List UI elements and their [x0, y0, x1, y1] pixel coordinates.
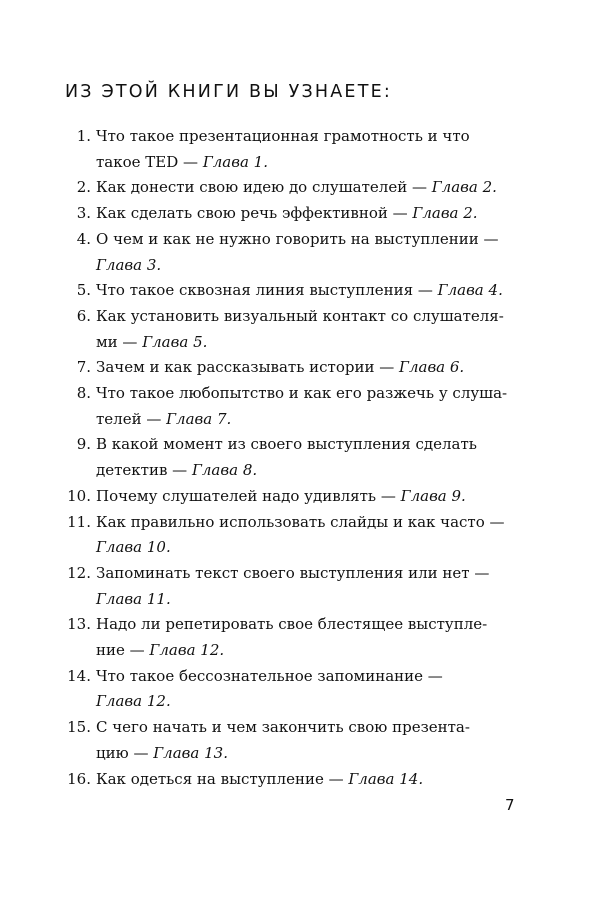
list-item-1 [65, 124, 535, 175]
chapter-ref: Глава 5. [142, 332, 208, 351]
chapter-ref: Глава 7. [166, 409, 232, 428]
item-number: 3. [76, 204, 91, 223]
item-text: Как одеться на выступление — [96, 769, 349, 788]
item-text: Как донести свою идею до слушателей — [96, 178, 432, 197]
item-text: Что такое любопытство и как его разжечь у слуша- [96, 384, 508, 403]
item-text-cont: ние — [96, 641, 150, 660]
item-number: 10. [67, 486, 91, 505]
item-number: 2. [76, 178, 91, 197]
item-number: 14. [67, 666, 91, 685]
chapter-ref: Глава 14. [348, 769, 424, 788]
chapter-ref: Глава 8. [191, 461, 258, 480]
item-number: 9. [76, 435, 91, 454]
contents-list [65, 124, 535, 792]
item-text: В какой момент из своего выступления сделать [96, 435, 477, 454]
item-number: 11. [67, 512, 91, 531]
item-text-cont: такое TED — [96, 152, 203, 171]
page-heading: ИЗ ЭТОЙ КНИГИ ВЫ УЗНАЕТЕ: [65, 82, 392, 102]
item-number: 8. [76, 384, 91, 403]
chapter-ref: Глава 2. [412, 204, 478, 223]
item-text-cont: ми — [96, 332, 143, 351]
item-text-cont: цию — [96, 743, 154, 762]
item-text: С чего начать и чем закончить свою презента- [96, 718, 470, 737]
chapter-ref: Глава 12. [149, 641, 225, 660]
list-item-16 [65, 767, 535, 793]
item-text: Как правильно использовать слайды и как часто — [96, 512, 505, 531]
item-text: Как сделать свою речь эффективной — [96, 204, 413, 223]
list-item-6 [65, 304, 535, 355]
item-number: 5. [76, 281, 91, 300]
chapter-ref: Глава 13. [153, 743, 228, 762]
item-text: Надо ли репетировать свое блестящее выступле- [96, 615, 488, 634]
list-item-10 [65, 484, 535, 510]
chapter-ref: Глава 1. [202, 152, 268, 171]
list-item-8 [65, 381, 535, 432]
item-text: Почему слушателей надо удивлять — [96, 486, 401, 505]
item-text-cont: детектив — [96, 461, 192, 480]
item-number: 1. [76, 127, 91, 145]
chapter-ref: Глава 11. [96, 589, 171, 608]
chapter-ref: Глава 4. [437, 281, 503, 300]
item-text: Зачем и как рассказывать истории — [96, 358, 400, 377]
item-number: 4. [76, 229, 91, 248]
list-item-14 [65, 664, 535, 715]
list-item-12 [65, 561, 535, 612]
list-item-15 [65, 715, 535, 766]
chapter-ref: Глава 3. [96, 255, 162, 274]
list-item-3 [65, 201, 535, 227]
list-item-9 [65, 432, 535, 483]
chapter-ref: Глава 2. [431, 178, 497, 197]
item-text: Что такое бессознательное запоминание — [96, 666, 443, 685]
item-text: Запоминать текст своего выступления или нет — [96, 563, 490, 582]
item-text-cont: телей — [96, 409, 167, 428]
list-item-7 [65, 355, 535, 381]
item-text: Что такое сквозная линия выступления — [96, 281, 438, 300]
item-number: 13. [67, 615, 91, 634]
item-text: Что такое презентационная грамотность и что [96, 127, 470, 145]
list-item-5 [65, 278, 535, 304]
page-number: 7 [505, 796, 515, 814]
list-item-4 [65, 227, 535, 278]
item-text: Как установить визуальный контакт со слушателя- [96, 306, 504, 325]
item-number: 15. [67, 718, 91, 737]
chapter-ref: Глава 12. [96, 692, 171, 711]
list-item-2 [65, 175, 535, 201]
item-number: 7. [76, 358, 91, 377]
chapter-ref: Глава 9. [400, 486, 466, 505]
item-number: 12. [67, 563, 91, 582]
list-item-11 [65, 510, 535, 561]
list-item-13 [65, 612, 535, 663]
item-number: 16. [67, 769, 91, 788]
item-number: 6. [76, 306, 91, 325]
item-text: О чем и как не нужно говорить на выступлении — [96, 229, 499, 248]
chapter-ref: Глава 10. [96, 538, 171, 557]
chapter-ref: Глава 6. [399, 358, 465, 377]
